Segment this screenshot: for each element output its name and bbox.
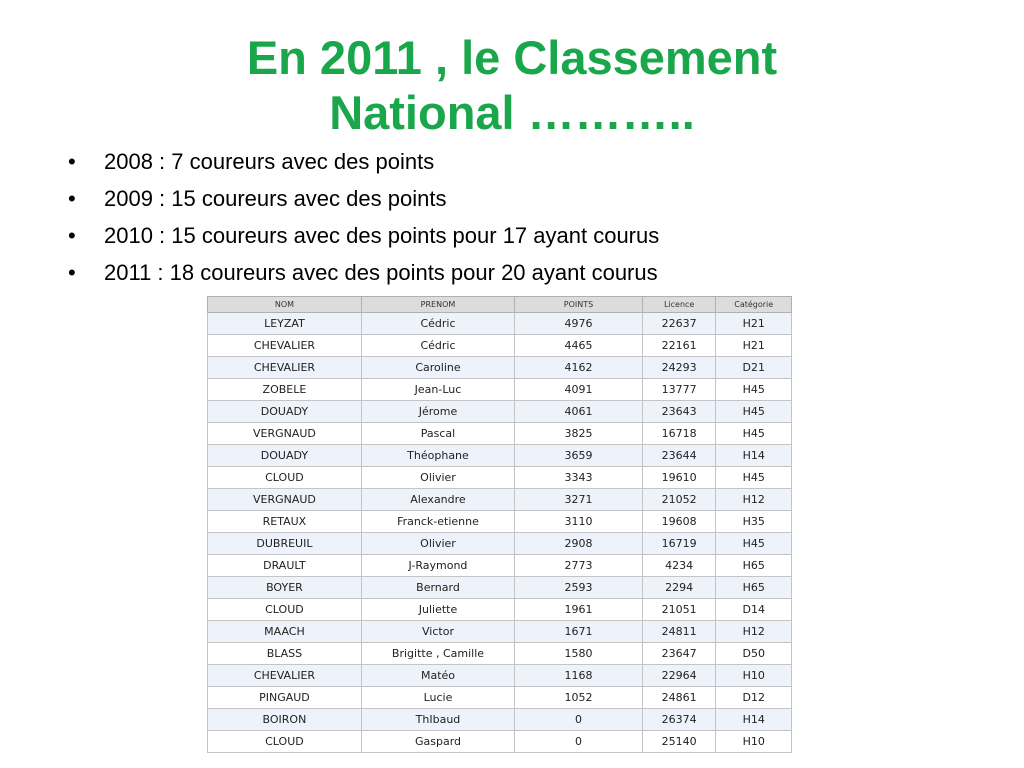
cell-prenom: Franck-etienne xyxy=(361,511,514,533)
cell-categorie: H14 xyxy=(716,445,792,467)
cell-points: 1580 xyxy=(515,643,643,665)
slide-title-line-2: National ……….. xyxy=(329,86,695,139)
cell-prenom: ThIbaud xyxy=(361,709,514,731)
cell-points: 4162 xyxy=(515,357,643,379)
cell-categorie: H10 xyxy=(716,731,792,753)
bullet-text: 2010 : 15 coureurs avec des points pour 17 ayant courus xyxy=(104,223,660,248)
column-header-nom: NOM xyxy=(208,297,362,313)
bullet-marker: • xyxy=(68,149,76,174)
cell-prenom: Brigitte , Camille xyxy=(361,643,514,665)
column-header-licence: Licence xyxy=(642,297,716,313)
cell-categorie: H10 xyxy=(716,665,792,687)
cell-points: 1052 xyxy=(515,687,643,709)
cell-nom: ZOBELE xyxy=(208,379,362,401)
cell-licence: 23647 xyxy=(642,643,716,665)
cell-nom: CHEVALIER xyxy=(208,335,362,357)
table-row xyxy=(208,335,792,357)
cell-licence: 24293 xyxy=(642,357,716,379)
bullet-item xyxy=(68,143,659,180)
cell-points: 1961 xyxy=(515,599,643,621)
table-row xyxy=(208,401,792,423)
cell-points: 2908 xyxy=(515,533,643,555)
cell-licence: 22637 xyxy=(642,313,716,335)
cell-prenom: J-Raymond xyxy=(361,555,514,577)
cell-categorie: H12 xyxy=(716,489,792,511)
cell-categorie: H45 xyxy=(716,423,792,445)
table-row xyxy=(208,467,792,489)
cell-points: 3110 xyxy=(515,511,643,533)
bullet-text: 2008 : 7 coureurs avec des points xyxy=(104,149,435,174)
cell-points: 1671 xyxy=(515,621,643,643)
cell-licence: 21051 xyxy=(642,599,716,621)
cell-categorie: D14 xyxy=(716,599,792,621)
cell-prenom: Olivier xyxy=(361,467,514,489)
table-row xyxy=(208,379,792,401)
cell-nom: VERGNAUD xyxy=(208,489,362,511)
cell-nom: DUBREUIL xyxy=(208,533,362,555)
cell-nom: LEYZAT xyxy=(208,313,362,335)
cell-nom: RETAUX xyxy=(208,511,362,533)
cell-categorie: D21 xyxy=(716,357,792,379)
cell-licence: 16718 xyxy=(642,423,716,445)
cell-points: 3271 xyxy=(515,489,643,511)
bullet-list xyxy=(68,143,659,291)
cell-prenom: Cédric xyxy=(361,335,514,357)
cell-licence: 22964 xyxy=(642,665,716,687)
column-header-points: POINTS xyxy=(515,297,643,313)
cell-categorie: H65 xyxy=(716,555,792,577)
slide-title-line-1: En 2011 , le Classement xyxy=(246,31,778,84)
cell-prenom: Pascal xyxy=(361,423,514,445)
table-row xyxy=(208,533,792,555)
cell-categorie: H45 xyxy=(716,379,792,401)
table-row xyxy=(208,643,792,665)
cell-nom: MAACH xyxy=(208,621,362,643)
cell-nom: DOUADY xyxy=(208,401,362,423)
table-row xyxy=(208,555,792,577)
table-row xyxy=(208,621,792,643)
table-row xyxy=(208,709,792,731)
table-row xyxy=(208,489,792,511)
bullet-text: 2009 : 15 coureurs avec des points xyxy=(104,186,447,211)
cell-licence: 24861 xyxy=(642,687,716,709)
table-row xyxy=(208,445,792,467)
cell-points: 4465 xyxy=(515,335,643,357)
cell-prenom: Jérome xyxy=(361,401,514,423)
bullet-marker: • xyxy=(68,186,76,211)
cell-points: 3659 xyxy=(515,445,643,467)
cell-categorie: H21 xyxy=(716,313,792,335)
table-row xyxy=(208,665,792,687)
table-row xyxy=(208,313,792,335)
cell-prenom: Alexandre xyxy=(361,489,514,511)
cell-points: 0 xyxy=(515,731,643,753)
cell-nom: CHEVALIER xyxy=(208,665,362,687)
cell-prenom: Bernard xyxy=(361,577,514,599)
bullet-marker: • xyxy=(68,223,76,248)
column-header-categorie: Catégorie xyxy=(716,297,792,313)
cell-prenom: Cédric xyxy=(361,313,514,335)
cell-prenom: Juliette xyxy=(361,599,514,621)
cell-licence: 23644 xyxy=(642,445,716,467)
cell-nom: DRAULT xyxy=(208,555,362,577)
cell-licence: 4234 xyxy=(642,555,716,577)
cell-prenom: Jean-Luc xyxy=(361,379,514,401)
cell-licence: 13777 xyxy=(642,379,716,401)
cell-nom: DOUADY xyxy=(208,445,362,467)
cell-nom: BOYER xyxy=(208,577,362,599)
ranking-table xyxy=(207,296,792,753)
cell-licence: 25140 xyxy=(642,731,716,753)
cell-categorie: H14 xyxy=(716,709,792,731)
cell-prenom: Olivier xyxy=(361,533,514,555)
table-row xyxy=(208,357,792,379)
cell-licence: 19608 xyxy=(642,511,716,533)
cell-categorie: H45 xyxy=(716,467,792,489)
cell-categorie: H21 xyxy=(716,335,792,357)
cell-prenom: Théophane xyxy=(361,445,514,467)
slide-title xyxy=(0,30,1024,140)
cell-licence: 24811 xyxy=(642,621,716,643)
cell-licence: 19610 xyxy=(642,467,716,489)
cell-nom: CLOUD xyxy=(208,467,362,489)
cell-categorie: D12 xyxy=(716,687,792,709)
cell-nom: CLOUD xyxy=(208,731,362,753)
bullet-item xyxy=(68,254,659,291)
cell-categorie: D50 xyxy=(716,643,792,665)
table-body xyxy=(208,313,792,753)
cell-licence: 22161 xyxy=(642,335,716,357)
table-row xyxy=(208,687,792,709)
bullet-item xyxy=(68,180,659,217)
cell-licence: 26374 xyxy=(642,709,716,731)
bullet-text: 2011 : 18 coureurs avec des points pour 20 ayant courus xyxy=(104,260,658,285)
cell-nom: CHEVALIER xyxy=(208,357,362,379)
table-header-row xyxy=(208,297,792,313)
table-row xyxy=(208,731,792,753)
cell-categorie: H12 xyxy=(716,621,792,643)
table-row xyxy=(208,599,792,621)
cell-licence: 21052 xyxy=(642,489,716,511)
cell-categorie: H35 xyxy=(716,511,792,533)
cell-points: 3343 xyxy=(515,467,643,489)
bullet-item xyxy=(68,217,659,254)
cell-points: 2593 xyxy=(515,577,643,599)
cell-prenom: Gaspard xyxy=(361,731,514,753)
cell-categorie: H45 xyxy=(716,401,792,423)
cell-prenom: Lucie xyxy=(361,687,514,709)
table-row xyxy=(208,423,792,445)
cell-nom: VERGNAUD xyxy=(208,423,362,445)
cell-prenom: Caroline xyxy=(361,357,514,379)
cell-prenom: Matéo xyxy=(361,665,514,687)
cell-licence: 23643 xyxy=(642,401,716,423)
table-row xyxy=(208,511,792,533)
cell-licence: 16719 xyxy=(642,533,716,555)
cell-points: 4061 xyxy=(515,401,643,423)
cell-licence: 2294 xyxy=(642,577,716,599)
cell-points: 2773 xyxy=(515,555,643,577)
column-header-prenom: PRENOM xyxy=(361,297,514,313)
cell-nom: BOIRON xyxy=(208,709,362,731)
cell-nom: CLOUD xyxy=(208,599,362,621)
cell-categorie: H45 xyxy=(716,533,792,555)
cell-nom: PINGAUD xyxy=(208,687,362,709)
cell-categorie: H65 xyxy=(716,577,792,599)
cell-prenom: Victor xyxy=(361,621,514,643)
cell-points: 3825 xyxy=(515,423,643,445)
cell-points: 4091 xyxy=(515,379,643,401)
bullet-marker: • xyxy=(68,260,76,285)
cell-points: 0 xyxy=(515,709,643,731)
cell-points: 1168 xyxy=(515,665,643,687)
cell-nom: BLASS xyxy=(208,643,362,665)
cell-points: 4976 xyxy=(515,313,643,335)
table-row xyxy=(208,577,792,599)
